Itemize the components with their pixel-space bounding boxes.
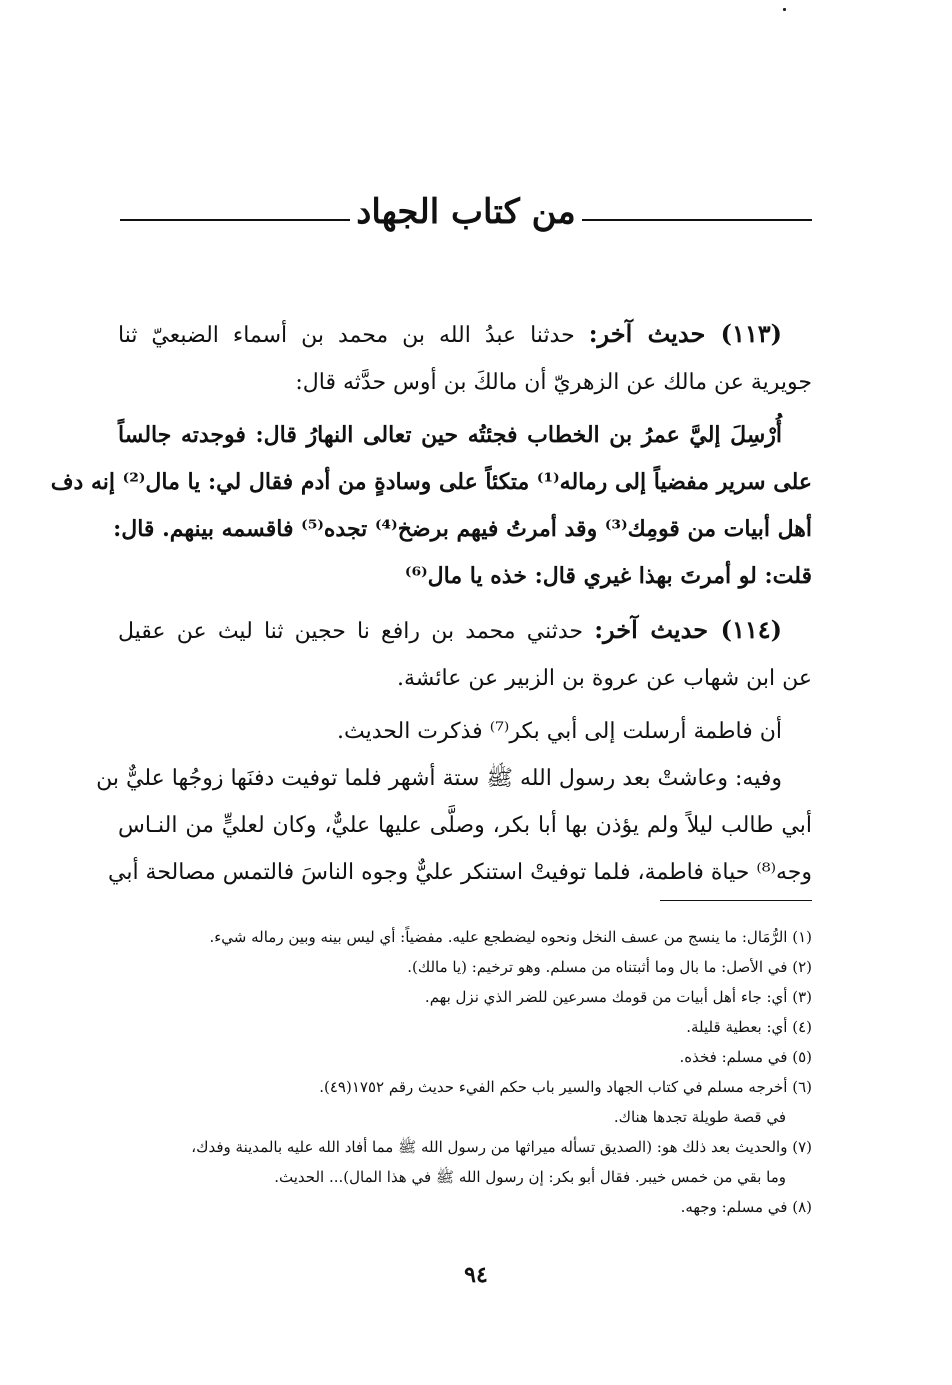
footnote-separator	[660, 900, 812, 901]
scan-speck	[783, 8, 786, 11]
hadith-label: (١١٣) حديث آخر:	[588, 319, 782, 348]
footnote-7: (٧) والحديث بعد ذلك هو: (الصديق تسأله ميراثها من رسول الله ﷺ مما أفاد الله عليه بالمدينة وفدك،	[191, 1138, 812, 1156]
hadith-label: (١١٤) حديث آخر:	[594, 615, 782, 644]
footnote-7-continued: وما بقي من خمس خيبر. فقال أبو بكر: إن رسول الله ﷺ في هذا المال)... الحديث.	[274, 1168, 786, 1186]
hadith-114-text	[96, 708, 812, 896]
text-line: جويرية عن مالك عن الزهريّ أن مالكَ بن أوس حدَّثه قال:	[295, 370, 812, 395]
text-line: أن فاطمة أرسلت إلى أبي بكر⁽⁷⁾ فذكرت الحديث.	[337, 719, 782, 744]
hadith-114-chain	[118, 606, 812, 702]
text-line: عن ابن شهاب عن عروة بن الزبير عن عائشة.	[396, 666, 812, 691]
text-line	[118, 606, 812, 655]
page-number: ٩٤	[464, 1262, 488, 1288]
footnote-6-continued: في قصة طويلة تجدها هناك.	[613, 1108, 786, 1126]
chapter-header	[120, 182, 812, 242]
text-line: أبي طالب ليلاً ولم يؤذن بها أبا بكر، وصلَّى عليها عليٌّ، وكان لعليٍّ من النـاس	[118, 813, 812, 838]
footnote-8: (٨) في مسلم: وجهه.	[680, 1198, 812, 1216]
hadith-113-chain	[118, 310, 812, 406]
text-line	[118, 310, 812, 359]
footnote-6: (٦) أخرجه مسلم في كتاب الجهاد والسير باب حكم الفيء حديث رقم ١٧٥٢(٤٩).	[319, 1078, 812, 1096]
footnote-2: (٢) في الأصل: ما بال وما أثبتناه من مسلم. وهو ترخيم: (يا مالك).	[407, 958, 812, 976]
header-rule-right	[582, 219, 812, 221]
chapter-title: من كتاب الجهاد	[356, 192, 576, 232]
text-line: أُرْسِلَ إليَّ عمرُ بن الخطاب فجئتُه حين تعالى النهارُ قال: فوجدته جالساً	[118, 422, 782, 448]
footnote-4: (٤) أي: بعطية قليلة.	[686, 1018, 812, 1036]
footnote-3: (٣) أي: جاء أهل أبيات من قومك مسرعين للضر الذي نزل بهم.	[424, 988, 812, 1006]
isnad-text: حدثني محمد بن رافع نا حجين ثنا ليث عن عقيل	[118, 619, 583, 644]
header-rule-left	[120, 219, 350, 221]
isnad-text: حدثنا عبدُ الله بن محمد بن أسماء الضبعيّ ثنا	[118, 323, 575, 348]
main-text	[50, 310, 812, 896]
hadith-113-text	[50, 412, 812, 600]
text-line: أهل أبيات من قومِك⁽³⁾ وقد أمرتُ فيهم برضخ⁽⁴⁾ تجده⁽⁵⁾ فاقسمه بينهم. قال:	[113, 516, 812, 542]
text-line: على سرير مفضياً إلى رماله⁽¹⁾ متكئاً على وسادةٍ من أدم فقال لي: يا مال⁽²⁾ إنه دف	[50, 469, 812, 495]
footnote-5: (٥) في مسلم: فخذه.	[679, 1048, 812, 1066]
text-line: وجه⁽⁸⁾ حياة فاطمة، فلما توفيتْ استنكر عليٌّ وجوه الناسَ فالتمس مصالحة أبي	[107, 860, 812, 885]
text-line: قلت: لو أمرتَ بهذا غيري قال: خذه يا مال⁽⁶⁾	[404, 563, 812, 589]
footnote-1: (١) الرُّمَال: ما ينسج من عسف النخل ونحوه ليضطجع عليه. مفضياً: أي ليس بينه وبين رماله شيء.	[209, 928, 812, 946]
text-line: وفيه: وعاشتْ بعد رسول الله ﷺ ستة أشهر فلما توفيت دفنَها زوجُها عليٌّ بن	[96, 766, 782, 791]
footnotes	[118, 922, 812, 1222]
